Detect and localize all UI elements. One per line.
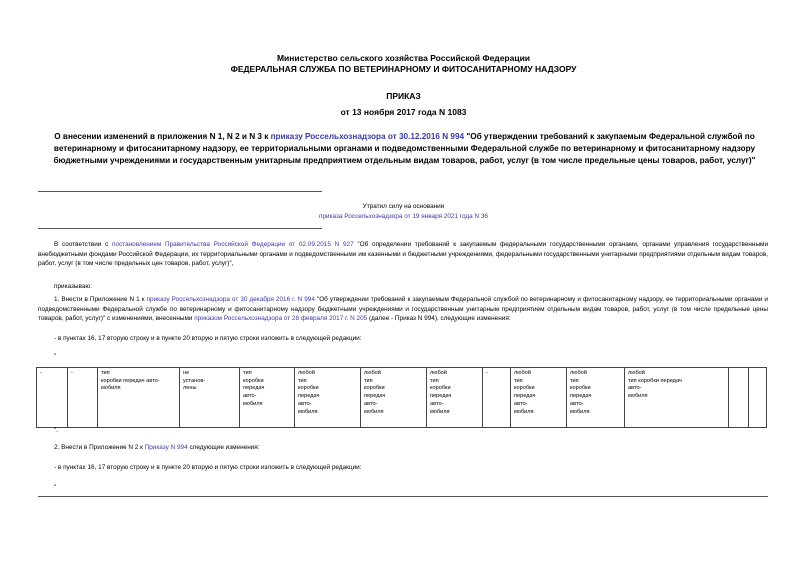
table-cell [729,368,749,428]
table-cell: любой тип коробки передач авто- мобиля [511,368,567,428]
ministry-name: Министерство сельского хозяйства Российской Федерации [276,53,531,63]
title-text-1: О внесении изменений в приложения N 1, N 2 и N 3 к [54,132,271,141]
table-cell: тип коробки передач авто- мобиля [98,368,180,428]
item1-text-3: (далее - Приказ N 994), следующие изменения: [367,315,511,323]
title-text-2: "Об утверждении требований к закупаемым Федеральной службой по ветеринарному и фитосанитарному надзору, ее территориальными органами и подведомственными Федеральной службе по ветеринарному и фитосанитарному надзору бюджетными учреждениями и государственным унитарным предприятием отдельным видам товаров, работ, услуг (в том числе предельные цены товаров, работ, услуг)" [53,132,756,165]
item2-text-2: следующие изменения: [187,444,260,451]
item1-link-1[interactable]: приказу Россельхознадзора от 30 декабря 2016 г. N 994 [146,296,315,303]
preamble-text-2: "Об определении требований к закупаемым федеральными государственными органами, органами управления государственными внебюджетными фондами Российской Федерации, их территориальными органами и подведомственными им казенными и бюджетными учреждениями, федеральными государственными унитарными предприятиями отдельным видам товаров, работ, услуг (в том числе предельных цен товаров, работ, услуг)", [38,241,769,268]
preamble [38,240,768,269]
item2-link[interactable]: Приказу N 994 [144,444,188,451]
table-cell: любой тип коробки передач авто- мобиля [567,368,625,428]
amendment-table [36,367,767,428]
open-quote: " [54,353,57,360]
table-cell: любой тип коробки передач авто- мобиля [427,368,483,428]
close-quote: ". [54,427,59,434]
service-name: ФЕДЕРАЛЬНАЯ СЛУЖБА ПО ВЕТЕРИНАРНОМУ И ФИТОСАНИТАРНОМУ НАДЗОРУ [230,64,577,74]
item-2 [54,443,260,453]
table-cell: - [37,368,68,428]
item1-text-2: "Об утверждении требований к закупаемым Федеральной службой по ветеринарному и фитосанитарному надзору, ее территориальными органами и подведомственными Федеральной службе по ветеринарному и фитосанитарному надзору бюджетными учреждениями и государственным унитарным предприятием отдельным видам товаров, работ, услуг (в том числе предельные цены товаров, работ, услуг)" с изменениями, внесенными [38,296,768,323]
title-link[interactable]: приказу Россельхознадзора от 30.12.2016 N 994 [270,132,465,141]
table-cell: - [68,368,98,428]
sub-item-2: - в пунктах 16, 17 вторую строку и в пункте 20 вторую и пятую строки изложить в следующей редакции: [54,464,362,471]
table-row [37,368,767,428]
item1-link-2[interactable]: приказом Россельхознадзора от 28 февраля 2017 г. N 205 [194,315,368,323]
open-quote-2: " [54,484,57,491]
divider-top [38,191,322,192]
table-cell: любой тип коробки передач авто- мобиля [295,368,361,428]
table-cell: любой тип коробки передач авто- мобиля [361,368,427,428]
doc-date: от 13 ноября 2017 года N 1083 [340,107,467,117]
table-cell: не установ- лены [180,368,240,428]
table-cell [749,368,767,428]
item1-text-1: 1. Внести в Приложение N 1 к [54,296,145,303]
sub-item-1: - в пунктах 16, 17 вторую строку и в пункте 20 вторую и пятую строки изложить в следующей редакции: [54,335,362,342]
table-cell: тип коробки передач авто- мобиля [240,368,295,428]
item-1 [38,295,768,324]
table-cell: любой тип коробки передач авто- мобиля [625,368,729,428]
status-link[interactable]: приказа Россельхознадзора от 19 января 2021 года N 36 [319,213,488,220]
divider-bottom [38,228,322,229]
document-title [52,131,757,167]
preamble-link[interactable]: постановлением Правительства Российской Федерации от 02.09.2015 N 927 [112,241,354,248]
order-word: приказываю: [54,283,92,290]
preamble-text-1: В соответствии с [54,241,112,248]
page-bottom-rule [38,496,768,497]
status-line: Утратил силу на основании [362,203,445,210]
doc-type: ПРИКАЗ [386,91,421,101]
table-cell: - [483,368,511,428]
item2-text-1: 2. Внести в Приложение N 2 к [54,444,145,451]
